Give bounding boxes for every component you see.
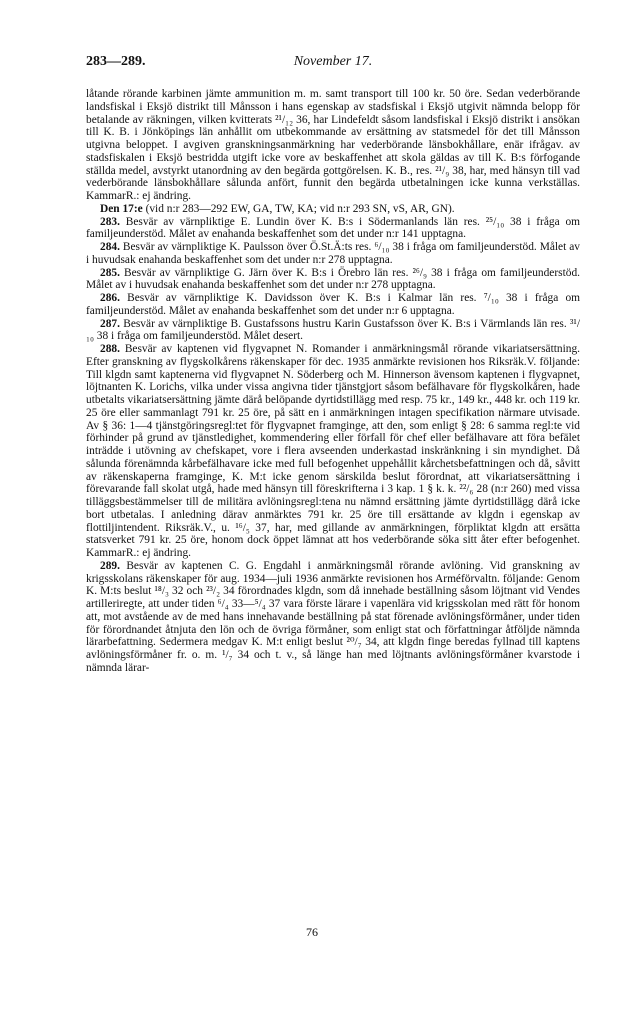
paragraph xyxy=(86,343,580,560)
paragraph-text: (vid n:r 283—292 EW, GA, TW, KA; vid n:r 293 SN, vS, AR, GN). xyxy=(142,202,455,215)
page-header xyxy=(86,54,580,78)
paragraph-text: Besvär av kaptenen vid flygvapnet N. Romander i anmärkningsmål rörande vikariatsersättning. Efter granskning av flygskolkårens räkenskaper för dec. 1935 anmärkte revisionen hos Riksräk.V. följande: Till klgdn samt kaptenerna vid flygvapnet N. Söderberg och M. Hinnerson ävensom kaptenen i flygvapnet, löjtnanten K. Lorichs, vilka under vissa angivna tider tjänstgjort såsom befälhavare för flygskolkåren, hade utbetalts vikariatsersättning jämte därå belöpande dyrtidstillägg med resp. 75 kr., 149 kr., 448 kr. och 119 kr. 25 öre eller sammanlagt 791 kr. 25 öre, på sätt en i anmärkningen intagen specifikation närmare utvisade. Av § 36: 1—4 tjänstgöringsregl:tet för flygvapnet framginge, att den, som enligt § 28: 6 samma regl:te vid förhinder på grund av tjänstledighet, kommendering eller förfall för chef eller befälhavare att föra befälet inträdde i utövning av chefskapet, vore i flera avseenden underkastad inskränkning i sin myndighet. Då sålunda förenämnda kårbefälhavare icke med full befogenhet uppehållit kårchetsbefattningen och då, såvitt av räkenskaperna framginge, K. M:t icke genom särskilda beslut förordnat, att vikariatsersättning i förevarande fall skolat utgå, hade med hänsyn till föreskrifterna i 3 kap. 1 § k. k. ²²/₆ 28 (n:r 260) med vissa tilläggsbestämmelser till de militära avlöningsregl:tena nu nämnd ersättning jämte dyrtidstillägg därå icke bort utbetalas. I anledning därav anmärktes 791 kr. 25 öre till ersättande av klgdn i egenskap av flottiljintendent. Riksräk.V., u. ¹⁶/₅ 37, har, med gillande av anmärkningen, förpliktat klgdn att ersätta statsverket 791 kr. 25 öre, honom dock öppet lämnat att hos vederbörande söka sitt åter efter befogenhet. KammarR.: ej ändring. xyxy=(86,343,580,559)
paragraph-number: 283. xyxy=(100,215,120,228)
paragraph xyxy=(86,292,580,318)
paragraph xyxy=(86,88,580,203)
paragraph-number: 287. xyxy=(100,317,120,330)
page-range: 283—289. xyxy=(86,54,146,69)
paragraph-text: Besvär av värnpliktige B. Gustafssons hustru Karin Gustafsson över K. B:s i Värmlands län res. ³¹/₁₀ 38 i fråga om familjeunderstöd. Målet desert. xyxy=(86,317,580,343)
body-text xyxy=(86,88,580,675)
paragraph-number: 285. xyxy=(100,266,120,279)
page xyxy=(86,54,580,675)
paragraph xyxy=(86,203,580,216)
paragraph-text: Besvär av värnpliktige E. Lundin över K. B:s i Södermanlands län res. ²⁵/₁₀ 38 i fråga om familjeunderstöd. Målet av enahanda beskaffenhet som det under n:r 141 upptagna. xyxy=(86,215,580,241)
paragraph-text: Besvär av kaptenen C. G. Engdahl i anmärkningsmål rörande avlöning. Vid granskning av krigsskolans räkenskaper för aug. 1934—juli 1936 anmärkte revisionen hos Arméförvaltn. följande: Genom K. M:ts beslut ¹⁸/₃ 32 och ²³/₂ 34 förordnades klgdn, som då innehade beställning såsom löjtnant vid Vendes artilleriregte, att under tiden ⁶/₄ 33—⁵/₄ 37 vara förste lärare i vapenlära vid krigsskolan med rätt för honom att, mot avstående av de med hans innehavande beställning på stat förenade avlöningsförmåner, under tiden för förordnandet åtnjuta den lön och de övriga förmåner, som enligt stat och författningar åtföljde nämnda lärarbefattning. Sedermera medgav K. M:t enligt beslut ²⁰/₇ 34, att klgdn finge beredas fyllnad till kaptens avlöningsförmåner fr. o. m. ¹/₇ 34 och t. v., så länge han med löjtnants avlöningsförmåner kvarstode i nämnda lärar- xyxy=(86,559,580,674)
paragraph-text: Besvär av värnpliktige G. Järn över K. B:s i Örebro län res. ²⁶/₉ 38 i fråga om familjeunderstöd. Målet av i huvudsak enahanda beskaffenhet som det under n:r 278 upptagna. xyxy=(86,266,580,292)
paragraph-number: 288. xyxy=(100,343,120,355)
paragraph-number: Den 17:e xyxy=(100,202,143,215)
paragraph xyxy=(86,318,580,344)
paragraph-text: Besvär av värnpliktige K. Davidsson över K. B:s i Kalmar län res. ⁷/₁₀ 38 i fråga om familjeunderstöd. Målet av enahanda beskaffenhet som det under n:r 6 upptagna. xyxy=(86,292,580,317)
paragraph xyxy=(86,241,580,267)
page-date: November 17. xyxy=(293,54,373,69)
paragraph xyxy=(86,216,580,242)
page-number: 76 xyxy=(306,925,318,939)
paragraph-number: 289. xyxy=(100,559,120,572)
paragraph-number: 284. xyxy=(100,241,120,253)
paragraph-text: låtande rörande karbinen jämte ammunition m. m. samt transport till 100 kr. 50 öre. Sedan vederbörande landsfiskal i Eksjö distrikt till Månsson i hans egenskap av stadsfiskal i Eksjö utgivit nämnda belopp för betalande av räkningen, vilken kvitterats ²¹/₁₂ 36, har Lindefeldt såsom landsfiskal i Eksjö distrikt i ansökan till K. B. i Jönköpings län anhållit om utbekommande av ersättning av statsmedel för det till Månsson utgivna beloppet. I avgiven granskningsanmärkning har vederbörande länsbokhållare, enär ifrågav. av stadsfiskalen i Eksjö bestridda utgift icke vore av beskaffenhet att skola gäldas av till K. B:s förfogande ställda medel, avstyrkt utanordning av den begärda gottgörelsen. K. B., res. ²¹/₉ 38, har, med hänsyn till vad vederbörande länsbokhållare sålunda anfört, funnit den begärda utbetalningen icke kunna verkställas. KammarR.: ej ändring. xyxy=(86,88,580,202)
paragraph xyxy=(86,560,580,675)
paragraph xyxy=(86,267,580,293)
paragraph-text: Besvär av värnpliktige K. Paulsson över Ö.St.Ä:ts res. ⁶/₁₀ 38 i fråga om familjeunderstöd. Målet av i huvudsak enahanda beskaffenhet som det under n:r 278 upptagna. xyxy=(86,241,580,266)
paragraph-number: 286. xyxy=(100,292,120,304)
